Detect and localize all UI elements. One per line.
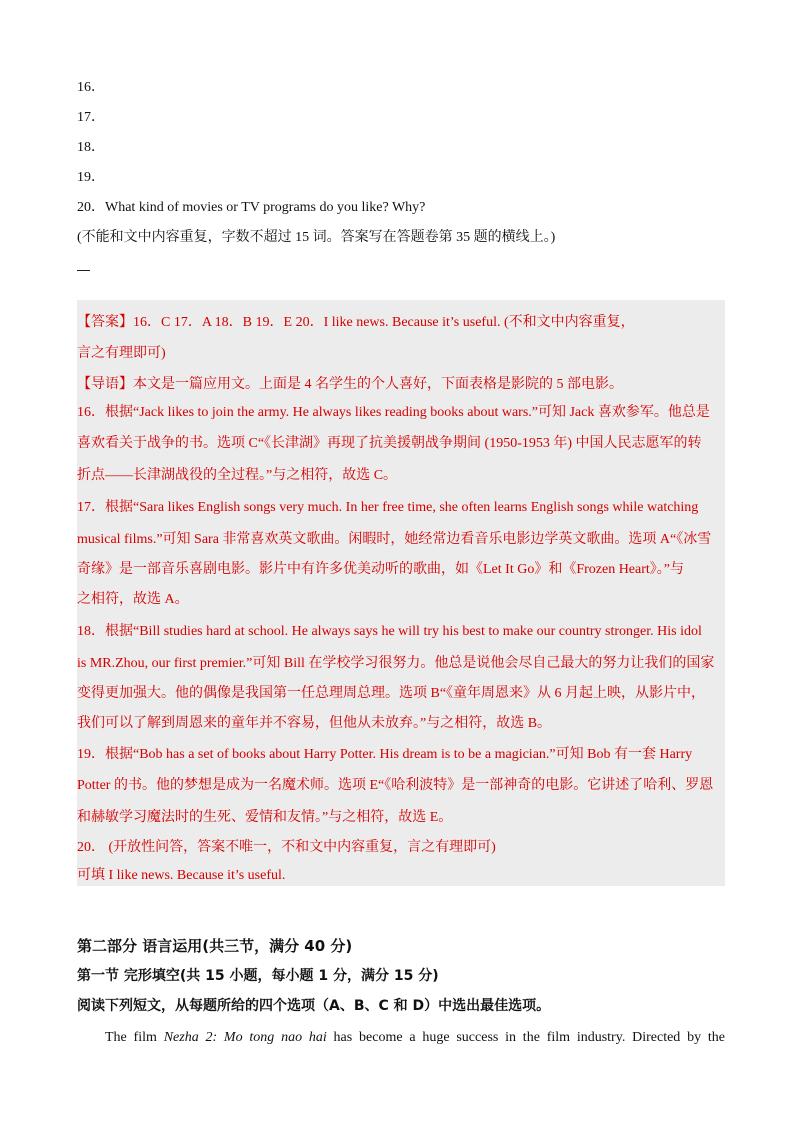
question-17: 17． bbox=[77, 110, 105, 125]
passage-paragraph bbox=[77, 1028, 725, 1048]
answer-line: 16．根据“Jack likes to join the army. He always likes reading books about wars.”可知 Jack 喜欢参军。他总是 bbox=[77, 405, 710, 420]
answer-line: 变得更加强大。他的偶像是我国第一任总理周总理。选项 B“《童年周恩来》从 6 月起上映，从影片中， bbox=[77, 686, 706, 701]
question-16: 16． bbox=[77, 80, 105, 95]
instruction: 阅读下列短文，从每题所给的四个选项（A、B、C 和 D）中选出最佳选项。 bbox=[77, 998, 551, 1014]
answer-line: 17．根据“Sara likes English songs very much. In her free time, she often learns English songs while watching bbox=[77, 500, 699, 515]
answer-line: 喜欢看关于战争的书。选项 C“《长津湖》再现了抗美援朝战争期间 (1950-1953 年) 中国人民志愿军的转 bbox=[77, 436, 702, 451]
answer-line: 折点——长津湖战役的全过程。”与之相符，故选 C。 bbox=[77, 468, 398, 483]
answer-line: 【答案】16．C 17．A 18．B 19．E 20．I like news. Because it’s useful. (不和文中内容重复， bbox=[77, 315, 635, 330]
question-18: 18． bbox=[77, 140, 105, 155]
part-title: 第二部分 语言运用(共三节，满分 40 分) bbox=[77, 937, 353, 955]
answer-line: 言之有理即可) bbox=[77, 346, 166, 361]
question-19: 19． bbox=[77, 170, 105, 185]
question-20: 20．What kind of movies or TV programs do you like? Why? bbox=[77, 200, 426, 215]
answer-line: 可填 I like news. Because it’s useful. bbox=[77, 868, 286, 883]
passage-start: The film bbox=[105, 1030, 164, 1045]
section-title: 第一节 完形填空(共 15 小题，每小题 1 分，满分 15 分) bbox=[77, 968, 439, 984]
answer-line: 之相符，故选 A。 bbox=[77, 592, 189, 607]
answer-line: 20． (开放性问答，答案不唯一，不和文中内容重复，言之有理即可) bbox=[77, 840, 496, 855]
answer-line: 和赫敏学习魔法时的生死、爱情和友情。”与之相符，故选 E。 bbox=[77, 810, 453, 825]
answer-line: 【导语】本文是一篇应用文。上面是 4 名学生的个人喜好，下面表格是影院的 5 部电影。 bbox=[77, 377, 623, 392]
answer-line: Potter 的书。他的梦想是成为一名魔术师。选项 E“《哈利波特》是一部神奇的电影。它讲述了哈利、罗恩 bbox=[77, 778, 714, 793]
answer-line: 19．根据“Bob has a set of books about Harry Potter. His dream is to be a magician.”可知 Bob 有一套 Harry bbox=[77, 747, 693, 762]
film-title: Nezha 2: Mo tong nao hai bbox=[163, 1030, 327, 1045]
answer-line: is MR.Zhou, our first premier.”可知 Bill 在学校学习很努力。他总是说他会尽自己最大的努力让我们的国家 bbox=[77, 656, 715, 671]
answer-line: 我们可以了解到周恩来的童年并不容易，但他从未放弃。”与之相符，故选 B。 bbox=[77, 716, 552, 731]
answer-line: musical films.”可知 Sara 非常喜欢英文歌曲。闲暇时，她经常边看音乐电影边学英文歌曲。选项 A“《冰雪 bbox=[77, 532, 712, 547]
passage-rest: has become a huge success in the film industry. Directed by the bbox=[326, 1030, 725, 1045]
answer-line: 奇缘》是一部音乐喜剧电影。影片中有许多优美动听的歌曲，如《Let It Go》和《Frozen Heart》。”与 bbox=[77, 562, 684, 577]
question-note: (不能和文中内容重复，字数不超过 15 词。答案写在答题卷第 35 题的横线上。) bbox=[77, 230, 556, 245]
answer-line: 18．根据“Bill studies hard at school. He always says he will try his best to make our country stronger. His idol bbox=[77, 624, 702, 639]
answer-line-blank bbox=[77, 270, 90, 271]
